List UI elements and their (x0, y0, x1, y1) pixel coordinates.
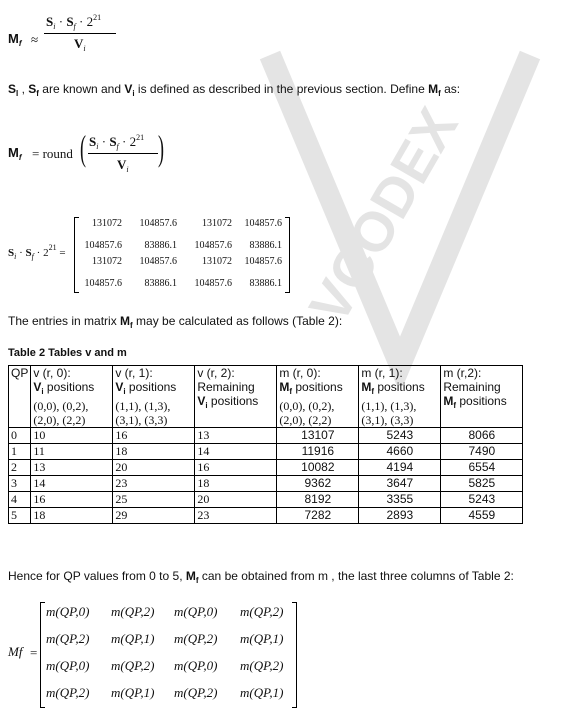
matrix4-cell: m(QP,2) (46, 685, 90, 700)
table-cell: 5243 (359, 428, 441, 444)
header-line: m (r, 1): (361, 366, 403, 380)
table-cell: 20 (113, 460, 195, 476)
table-cell: 4660 (359, 444, 441, 460)
table-row (9, 428, 523, 444)
matrix3-cell: 104857.6 (139, 256, 177, 267)
formula2-fraction-bar (88, 153, 158, 154)
header-line: m (r, 0): (279, 366, 321, 380)
table-cell: 6554 (441, 460, 523, 476)
formula1-fraction-bar (44, 33, 116, 34)
table-cell: 4559 (441, 508, 523, 524)
matrix4-cell: m(QP,2) (111, 658, 155, 673)
table-cell: 13 (195, 428, 277, 444)
table-cell: 2 (9, 460, 31, 476)
table-cell: 23 (113, 476, 195, 492)
matrix3-cell: 131072 (92, 218, 122, 229)
matrix3-cell: 83886.1 (249, 278, 282, 289)
table-row (9, 444, 523, 460)
table-cell: 16 (113, 428, 195, 444)
table-row (9, 492, 523, 508)
header-line: (3,1), (3,3) (361, 413, 414, 427)
formula2-left-paren: ( (80, 128, 86, 168)
table-cell: 14 (31, 476, 113, 492)
header-line: v (r, 0): (33, 366, 71, 380)
table-caption: Table 2 Tables v and m (8, 347, 127, 359)
matrix3-cell: 131072 (92, 256, 122, 267)
header-line: (0,0), (0,2), (279, 399, 335, 413)
table-header-cell (359, 366, 441, 428)
header-line: $M_f$ positions (279, 380, 343, 396)
matrix4-cell: m(QP,1) (111, 685, 155, 700)
table-cell: 5243 (441, 492, 523, 508)
table-cell: 13107 (277, 428, 359, 444)
matrix4-cell: m(QP,2) (240, 604, 284, 619)
matrix3-cell: 131072 (202, 256, 232, 267)
table-cell: 16 (195, 460, 277, 476)
header-line: v (r, 1): (115, 366, 153, 380)
table-cell: 25 (113, 492, 195, 508)
matrix3-right-bracket (285, 217, 290, 293)
formula2-round: = round (32, 146, 73, 161)
formula1-denominator: $V_i$ (74, 36, 86, 53)
table-cell: 2893 (359, 508, 441, 524)
header-line: $V_i$ positions (33, 380, 95, 396)
formula2-lhs: $M_f$ (8, 145, 22, 162)
table-cell: 1 (9, 444, 31, 460)
header-line: v (r, 2): (197, 366, 235, 380)
matrix3-cell: 83886.1 (144, 240, 177, 251)
table-cell: 18 (113, 444, 195, 460)
matrix4-cell: m(QP,2) (174, 631, 218, 646)
matrix3-cell: 83886.1 (249, 240, 282, 251)
matrix4-cell: m(QP,2) (240, 658, 284, 673)
paragraph-entries: The entries in matrix $M_f$ may be calculated as follows (Table 2): (8, 314, 343, 330)
formula2-right-paren: ) (158, 128, 164, 168)
matrix3-cell: 131072 (202, 218, 232, 229)
table-header-cell (195, 366, 277, 428)
table-cell: 8192 (277, 492, 359, 508)
matrix4-cell: m(QP,1) (240, 685, 284, 700)
table-cell: 4 (9, 492, 31, 508)
matrix4-left-bracket (40, 602, 45, 708)
table-cell: 11 (31, 444, 113, 460)
matrix4-cell: m(QP,2) (174, 685, 218, 700)
matrix3-cell: 104857.6 (139, 218, 177, 229)
formula1-lhs: $M_f$ (8, 31, 22, 48)
matrix4-cell: m(QP,0) (174, 604, 218, 619)
matrix3-left-bracket (74, 217, 79, 293)
table-cell: 10 (31, 428, 113, 444)
matrix3-cell: 104857.6 (84, 240, 122, 251)
table-cell: 5 (9, 508, 31, 524)
table-header-cell (31, 366, 113, 428)
table-cell: 23 (195, 508, 277, 524)
table-cell: 3355 (359, 492, 441, 508)
header-line: Remaining (197, 380, 255, 394)
table-row (9, 508, 523, 524)
table-cell: 5825 (441, 476, 523, 492)
table-cell: 18 (195, 476, 277, 492)
table-cell: 11916 (277, 444, 359, 460)
table-header-cell (113, 366, 195, 428)
header-line: (3,1), (3,3) (115, 413, 168, 427)
header-line: (1,1), (1,3), (115, 399, 171, 413)
table-header-cell (9, 366, 31, 428)
header-line: $M_f$ positions (443, 394, 507, 410)
table-cell: 16 (31, 492, 113, 508)
matrix3-cell: 104857.6 (194, 240, 232, 251)
header-line: (0,0), (0,2), (33, 399, 89, 413)
paragraph-known-values: $S_I$ , $S_f$ are known and $V_i$ is defined as described in the previous section. Define $M_f$ as: (8, 82, 461, 98)
table-cell: 13 (31, 460, 113, 476)
header-line: Remaining (443, 380, 501, 394)
formula2-denominator: $V_i$ (117, 157, 129, 174)
formula3-lhs: $S_i \cdot S_f \cdot 2^{21}$ = (8, 243, 66, 261)
matrix4-cell: m(QP,0) (174, 658, 218, 673)
header-line: $M_f$ positions (361, 380, 425, 396)
matrix4-cell: m(QP,2) (111, 604, 155, 619)
matrix4-cell: m(QP,2) (46, 631, 90, 646)
matrix3-cell: 104857.6 (84, 278, 122, 289)
formula4-eq: = (30, 645, 38, 660)
matrix4-right-bracket (292, 602, 297, 708)
table-cell: 7282 (277, 508, 359, 524)
matrix4-cell: m(QP,0) (46, 604, 90, 619)
table-cell: 8066 (441, 428, 523, 444)
matrix3-cell: 104857.6 (244, 218, 282, 229)
header-line: (2,0), (2,2) (33, 413, 86, 427)
table-cell: 29 (113, 508, 195, 524)
paragraph-hence: Hence for QP values from 0 to 5, $M_f$ can be obtained from m , the last three columns of Table 2: (8, 569, 514, 585)
matrix4-cell: m(QP,1) (240, 631, 284, 646)
table-cell: 3 (9, 476, 31, 492)
matrix4-cell: m(QP,1) (111, 631, 155, 646)
header-line: (2,0), (2,2) (279, 413, 332, 427)
formula1-numerator: $S_i \cdot S_f \cdot 2^{21}$ (46, 13, 102, 31)
table-cell: 3647 (359, 476, 441, 492)
table-v-and-m (8, 365, 523, 524)
header-line: (1,1), (1,3), (361, 399, 417, 413)
table-header-cell (277, 366, 359, 428)
table-cell: 14 (195, 444, 277, 460)
formula2-numerator: $S_i \cdot S_f \cdot 2^{21}$ (89, 133, 145, 151)
table-cell: 10082 (277, 460, 359, 476)
table-cell: 20 (195, 492, 277, 508)
matrix3-cell: 83886.1 (144, 278, 177, 289)
formula1-approx: ≈ (31, 32, 39, 47)
header-line: $V_i$ positions (115, 380, 177, 396)
table-row (9, 476, 523, 492)
table-cell: 7490 (441, 444, 523, 460)
table-cell: 0 (9, 428, 31, 444)
table-cell: 18 (31, 508, 113, 524)
formula4-lhs: Mf (8, 644, 23, 659)
matrix3-cell: 104857.6 (244, 256, 282, 267)
table-row (9, 460, 523, 476)
matrix4-cell: m(QP,0) (46, 658, 90, 673)
watermark-text: VCODEX (296, 97, 470, 334)
table-header-cell (441, 366, 523, 428)
table-cell: 4194 (359, 460, 441, 476)
table-header-row (9, 366, 523, 428)
header-line: m (r,2): (443, 366, 482, 380)
table-cell: 9362 (277, 476, 359, 492)
header-line: $V_i$ positions (197, 394, 259, 410)
matrix3-cell: 104857.6 (194, 278, 232, 289)
header-line: QP (11, 366, 29, 380)
